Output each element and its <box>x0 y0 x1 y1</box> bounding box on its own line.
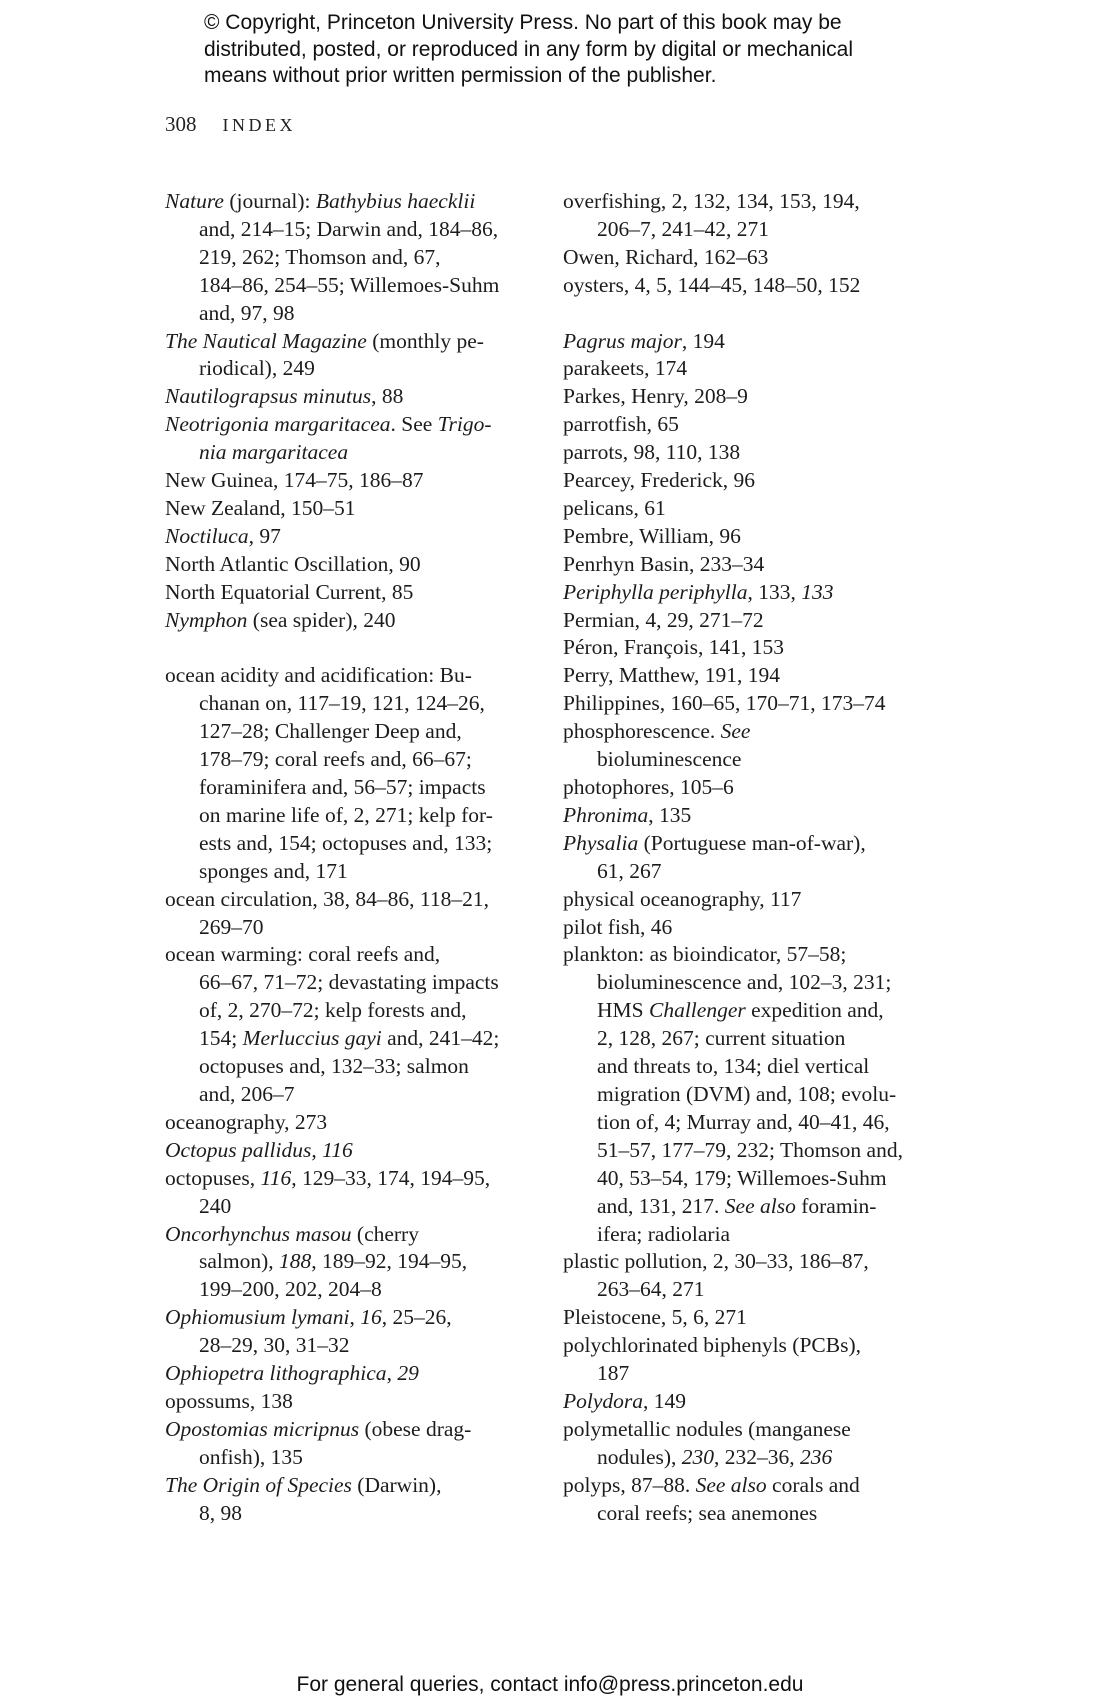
index-entry <box>165 328 545 384</box>
index-entry-line: plastic pollution, 2, 30–33, 186–87, <box>563 1249 869 1274</box>
index-entry-line: Pembre, William, 96 <box>563 523 741 548</box>
index-entry-line: Ophiomusium lymani, 16, 25–26, <box>165 1305 452 1330</box>
index-entry-line: tion of, 4; Murray and, 40–41, 46, <box>597 1109 890 1134</box>
index-entry-line: octopuses and, 132–33; salmon <box>199 1054 469 1079</box>
index-entry-line: Nature (journal): Bathybius haecklii <box>165 189 476 213</box>
index-entry <box>563 355 943 383</box>
index-entry <box>165 1416 545 1472</box>
index-entry <box>563 383 943 411</box>
index-entry-line: 61, 267 <box>597 858 662 883</box>
index-entry-line: Pagrus major, 194 <box>563 328 725 353</box>
index-entry <box>165 523 545 551</box>
index-entry <box>165 1388 545 1416</box>
index-entry-line: Philippines, 160–65, 170–71, 173–74 <box>563 691 886 716</box>
index-entry-line: nia margaritacea <box>199 440 349 465</box>
index-entry <box>165 495 545 523</box>
index-entry-line: ifera; radiolaria <box>597 1221 731 1246</box>
index-entry <box>563 1472 943 1528</box>
index-entry-line: plankton: as bioindicator, 57–58; <box>563 942 847 967</box>
index-entry-line: Péron, François, 141, 153 <box>563 635 784 660</box>
index-column-right <box>563 188 943 1527</box>
index-entry <box>563 886 943 914</box>
index-entry-line: Perry, Matthew, 191, 194 <box>563 663 780 688</box>
index-entry-line: The Nautical Magazine (monthly pe- <box>165 328 484 353</box>
copyright-line: © Copyright, Princeton University Press. No part of this book may be <box>204 11 842 34</box>
index-entry-line: onfish), 135 <box>199 1444 303 1469</box>
index-entry <box>165 551 545 579</box>
index-entry <box>165 1221 545 1305</box>
index-entry-line: North Equatorial Current, 85 <box>165 579 414 604</box>
index-entry <box>563 244 943 272</box>
letter-group-gap <box>165 635 545 663</box>
index-entry <box>563 328 943 356</box>
index-entry <box>165 467 545 495</box>
index-entry-line: 51–57, 177–79, 232; Thomson and, <box>597 1137 903 1162</box>
index-entry-line: 219, 262; Thomson and, 67, <box>199 244 441 269</box>
index-entry-line: 28–29, 30, 31–32 <box>199 1333 350 1358</box>
index-entry-line: Pleistocene, 5, 6, 271 <box>563 1305 747 1330</box>
index-entry <box>563 690 943 718</box>
index-entry <box>563 495 943 523</box>
index-entry-line: Permian, 4, 29, 271–72 <box>563 607 764 632</box>
index-entry-line: New Zealand, 150–51 <box>165 495 356 520</box>
index-entry-line: polyps, 87–88. See also corals and <box>563 1472 860 1497</box>
index-entry-line: New Guinea, 174–75, 186–87 <box>165 468 424 493</box>
index-entry <box>563 188 943 244</box>
index-entry-line: and threats to, 134; diel vertical <box>597 1054 870 1079</box>
index-entry <box>165 1165 545 1221</box>
index-entry-line: overfishing, 2, 132, 134, 153, 194, <box>563 189 860 213</box>
index-entry-line: 2, 128, 267; current situation <box>597 1026 846 1051</box>
index-entry-line: and, 206–7 <box>199 1081 295 1106</box>
index-entry-line: ocean circulation, 38, 84–86, 118–21, <box>165 886 490 911</box>
index-entry-line: parakeets, 174 <box>563 356 688 381</box>
index-entry-line: 40, 53–54, 179; Willemoes-Suhm <box>597 1165 887 1190</box>
index-entry <box>563 467 943 495</box>
index-entry <box>563 802 943 830</box>
index-entry <box>563 941 943 1248</box>
index-entry <box>563 272 943 300</box>
index-column-left <box>165 188 545 1527</box>
index-entry-line: 154; Merluccius gayi and, 241–42; <box>199 1026 500 1051</box>
index-entry-line: North Atlantic Oscillation, 90 <box>165 551 421 576</box>
index-entry-line: 184–86, 254–55; Willemoes-Suhm <box>199 272 500 297</box>
index-entry-line: and, 131, 217. See also foramin- <box>597 1193 877 1218</box>
index-entry <box>165 1304 545 1360</box>
index-entry <box>165 579 545 607</box>
footer-contact: For general queries, contact info@press.princeton.edu <box>296 1673 804 1696</box>
index-entry <box>563 439 943 467</box>
index-entry-line: nodules), 230, 232–36, 236 <box>597 1444 833 1469</box>
index-entry-line: opossums, 138 <box>165 1388 293 1413</box>
index-entry-line: 269–70 <box>199 914 264 939</box>
section-title: INDEX <box>222 115 296 135</box>
index-entry-line: of, 2, 270–72; kelp forests and, <box>199 998 467 1023</box>
index-entry-line: phosphorescence. See <box>563 719 751 744</box>
index-entry-line: 178–79; coral reefs and, 66–67; <box>199 747 472 772</box>
index-entry <box>165 941 545 1108</box>
index-entry-line: Noctiluca, 97 <box>165 523 281 548</box>
index-entry-line: Octopus pallidus, 116 <box>165 1137 353 1162</box>
letter-group-gap <box>563 300 943 328</box>
index-entry-line: 206–7, 241–42, 271 <box>597 216 769 241</box>
index-entry-line: Phronima, 135 <box>563 802 692 827</box>
index-entry-line: Opostomias micripnus (obese drag- <box>165 1416 472 1441</box>
index-entry <box>563 579 943 607</box>
index-entry-line: pelicans, 61 <box>563 495 666 520</box>
index-entry <box>563 411 943 439</box>
page-number: 308 <box>165 112 197 136</box>
index-entry-line: oceanography, 273 <box>165 1109 328 1134</box>
copyright-notice <box>204 10 964 90</box>
index-entry-line: foraminifera and, 56–57; impacts <box>199 775 486 800</box>
index-entry <box>563 551 943 579</box>
index-entry-line: oysters, 4, 5, 144–45, 148–50, 152 <box>563 272 861 297</box>
index-entry-line: ocean warming: coral reefs and, <box>165 942 441 967</box>
index-entry-line: and, 214–15; Darwin and, 184–86, <box>199 216 499 241</box>
index-entry <box>563 1248 943 1304</box>
index-entry-line: sponges and, 171 <box>199 858 348 883</box>
index-entry-line: polymetallic nodules (manganese <box>563 1416 851 1441</box>
index-entry <box>563 607 943 635</box>
index-entry-line: The Origin of Species (Darwin), <box>165 1472 442 1497</box>
index-entry-line: migration (DVM) and, 108; evolu- <box>597 1081 897 1106</box>
copyright-line: distributed, posted, or reproduced in any form by digital or mechanical <box>204 37 854 61</box>
index-entry-line: Owen, Richard, 162–63 <box>563 244 769 269</box>
index-entry-line: 240 <box>199 1193 232 1218</box>
index-entry-line: polychlorinated biphenyls (PCBs), <box>563 1333 861 1358</box>
index-entry-line: Neotrigonia margaritacea. See Trigo- <box>165 412 492 437</box>
index-entry-line: 199–200, 202, 204–8 <box>199 1277 382 1302</box>
index-entry-line: parrotfish, 65 <box>563 412 679 437</box>
index-entry <box>165 1109 545 1137</box>
index-entry <box>563 662 943 690</box>
index-entry-line: ocean acidity and acidification: Bu- <box>165 663 472 688</box>
index-entry <box>165 383 545 411</box>
index-entry-line: and, 97, 98 <box>199 300 295 325</box>
index-entry-line: on marine life of, 2, 271; kelp for- <box>199 802 493 827</box>
index-entry-line: bioluminescence and, 102–3, 231; <box>597 970 892 995</box>
index-entry <box>165 411 545 467</box>
index-entry-line: Polydora, 149 <box>563 1388 687 1413</box>
index-entry-line: octopuses, 116, 129–33, 174, 194–95, <box>165 1165 491 1190</box>
index-entry <box>563 718 943 774</box>
index-entry <box>165 188 545 328</box>
index-entry <box>563 830 943 886</box>
index-entry-line: 66–67, 71–72; devastating impacts <box>199 970 499 995</box>
index-entry <box>165 607 545 635</box>
index-entry <box>165 1360 545 1388</box>
index-entry <box>563 914 943 942</box>
index-entry <box>165 1137 545 1165</box>
index-entry <box>165 1472 545 1528</box>
index-entry <box>563 634 943 662</box>
index-entry <box>563 1416 943 1472</box>
index-entry-line: pilot fish, 46 <box>563 914 673 939</box>
index-entry-line: physical oceanography, 117 <box>563 886 802 911</box>
index-entry-line: Nautilograpsus minutus, 88 <box>165 384 404 409</box>
index-entry-line: 187 <box>597 1361 630 1386</box>
index-entry <box>165 886 545 942</box>
index-entry-line: coral reefs; sea anemones <box>597 1500 818 1525</box>
index-entry <box>563 1332 943 1388</box>
index-entry-line: Nymphon (sea spider), 240 <box>165 607 396 632</box>
index-entry <box>563 523 943 551</box>
index-entry-line: bioluminescence <box>597 747 742 772</box>
index-entry-line: chanan on, 117–19, 121, 124–26, <box>199 691 485 716</box>
index-entry-line: Penrhyn Basin, 233–34 <box>563 551 765 576</box>
index-entry-line: Periphylla periphylla, 133, 133 <box>563 579 834 604</box>
index-entry <box>563 774 943 802</box>
index-entry-line: 8, 98 <box>199 1500 242 1525</box>
index-entry-line: salmon), 188, 189–92, 194–95, <box>199 1249 468 1274</box>
index-entry-line: Ophiopetra lithographica, 29 <box>165 1361 419 1386</box>
index-entry-line: Oncorhynchus masou (cherry <box>165 1221 419 1246</box>
index-entry-line: photophores, 105–6 <box>563 775 734 800</box>
index-entry-line: parrots, 98, 110, 138 <box>563 440 741 465</box>
index-entry-line: riodical), 249 <box>199 356 315 381</box>
index-entry <box>165 662 545 885</box>
index-entry-line: 127–28; Challenger Deep and, <box>199 719 462 744</box>
index-entry <box>563 1388 943 1416</box>
index-entry-line: Physalia (Portuguese man-of-war), <box>563 830 866 855</box>
index-entry-line: ests and, 154; octopuses and, 133; <box>199 830 493 855</box>
index-entry-line: Parkes, Henry, 208–9 <box>563 384 748 409</box>
running-header <box>165 112 296 137</box>
index-entry-line: 263–64, 271 <box>597 1277 705 1302</box>
index-entry-line: HMS Challenger expedition and, <box>597 998 884 1023</box>
copyright-line: means without prior written permission of the publisher. <box>204 64 717 87</box>
index-entry <box>563 1304 943 1332</box>
index-entry-line: Pearcey, Frederick, 96 <box>563 468 756 493</box>
